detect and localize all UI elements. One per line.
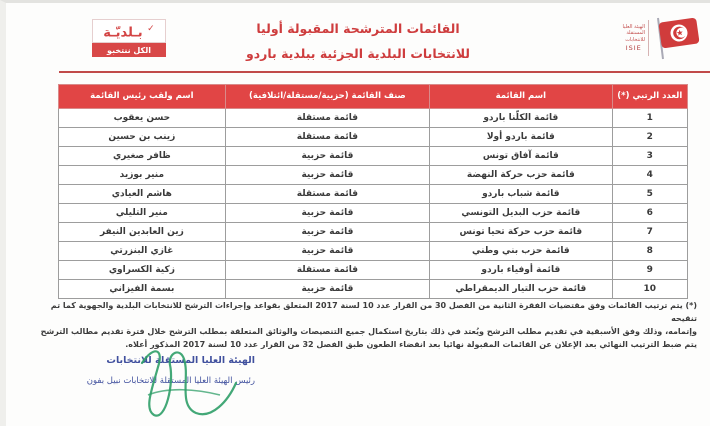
cell-list-name: قائمة أوفياء باردو (430, 261, 612, 280)
cell-list-name: قائمة الكلّنا باردو (430, 109, 612, 128)
cell-list-head: منير بوزيد (59, 166, 226, 185)
cell-list-head: زكية الكسراوي (59, 261, 226, 280)
cell-list-type: قائمة حزبية (225, 166, 429, 185)
municipal-elections-logo (92, 19, 166, 57)
table-row (59, 261, 688, 280)
isie-logo (619, 15, 700, 61)
footnote-line-1: (*) يتم ترتيب القائمات وفق مقتضيات الفقرة الثانية من الفصل 30 من القرار عدد 10 لسنة 2017 المتعلق بقواعد وإجراءات الترشح للانتخابات البلدية والجهوية كما تم تنقيحه (50, 301, 697, 323)
title-line-2: للانتخابات البلدية الجزئية ببلدية باردو (245, 46, 471, 61)
table-row (59, 242, 688, 261)
cell-rank: 10 (612, 280, 687, 299)
cell-rank: 6 (612, 204, 687, 223)
cell-list-type: قائمة مستقلة (225, 261, 429, 280)
header-rank: العدد الرتبي (*) (612, 85, 687, 109)
logo-top-label: بـلديّـة (103, 25, 143, 41)
isie-latin-label: ISIE (625, 44, 642, 53)
cell-rank: 1 (612, 109, 687, 128)
cell-list-type: قائمة مستقلة (225, 128, 429, 147)
cell-list-head: غازي البنزرتي (59, 242, 226, 261)
cell-list-type: قائمة مستقلة (225, 185, 429, 204)
cell-rank: 4 (612, 166, 687, 185)
cell-list-type: قائمة حزبية (225, 204, 429, 223)
cell-list-type: قائمة حزبية (225, 223, 429, 242)
table-row (59, 147, 688, 166)
cell-list-head: بسمة الفيزاني (59, 280, 226, 299)
cell-list-head: منير التليلي (59, 204, 226, 223)
cell-list-name: قائمة حزب بني وطني (430, 242, 612, 261)
cell-list-name: قائمة حزب حركة النهضة (430, 166, 612, 185)
header-list-type: صنف القائمة (حزبية/مستقلة/ائتلافية) (225, 85, 429, 109)
table-row (59, 166, 688, 185)
footnote (24, 299, 697, 351)
cell-list-name: قائمة آفاق تونس (430, 147, 612, 166)
cell-list-type: قائمة مستقلة (225, 109, 429, 128)
header-separator-line (59, 71, 710, 73)
signature-block (20, 355, 255, 386)
cell-list-head: ظافر صغيري (59, 147, 226, 166)
tunisia-flag-icon (652, 15, 700, 61)
isie-org-line: للانتخابات (625, 36, 645, 43)
cell-list-head: حسن يعقوب (59, 109, 226, 128)
table-row (59, 223, 688, 242)
candidate-lists-table (58, 84, 688, 299)
signature-org-line: الهيئة العليا المستقلة للانتخابات (106, 355, 255, 366)
table-row (59, 109, 688, 128)
table-row (59, 204, 688, 223)
document-title (176, 21, 540, 61)
logo-divider (648, 20, 649, 56)
isie-org-line: الهيئة العليا (622, 23, 645, 30)
table-row (59, 128, 688, 147)
logo-slogan: الكل ننتخبو (92, 43, 166, 57)
header-list-name: اسم القائمة (430, 85, 612, 109)
cell-list-name: قائمة باردو أولا (430, 128, 612, 147)
cell-list-type: قائمة حزبية (225, 147, 429, 166)
cell-rank: 8 (612, 242, 687, 261)
checkmark-icon: ✓ (147, 24, 155, 34)
isie-org-text (622, 24, 645, 53)
cell-rank: 9 (612, 261, 687, 280)
cell-rank: 3 (612, 147, 687, 166)
isie-org-line: المستقلة (626, 30, 645, 37)
cell-rank: 7 (612, 223, 687, 242)
header-list-head: اسم ولقب رئيس القائمة (59, 85, 226, 109)
cell-list-type: قائمة حزبية (225, 280, 429, 299)
footnote-line-2: وإتمامه، وذلك وفق الأسبقية في تقديم مطلب الترشح ويُعتد في ذلك بتاريخ استكمال جميع التنصيصات والوثائق المتعلقة بمطلب الترشح خلال فترة تقديم مطالب الترشح (40, 327, 697, 336)
cell-list-name: قائمة حزب التيار الديمقراطي (430, 280, 612, 299)
cell-rank: 5 (612, 185, 687, 204)
logo-baladiya-text (92, 19, 166, 43)
cell-list-head: زين العابدين النيفر (59, 223, 226, 242)
title-line-1: القائمات المترشحة المقبولة أوليا (256, 21, 460, 36)
cell-list-head: هاشم العيادي (59, 185, 226, 204)
cell-list-name: قائمة حزب حركة تحيا تونس (430, 223, 612, 242)
table-header-row (59, 85, 688, 109)
cell-list-name: قائمة شباب باردو (430, 185, 612, 204)
footnote-line-3: يتم ضبط الترتيب النهائي بعد الإعلان عن القائمات المقبولة نهائيا بعد انقضاء الطعون طبق الفصل 32 من القرار عدد 10 لسنة 2017 المذكور أعلاه. (125, 340, 697, 349)
cell-list-type: قائمة حزبية (225, 242, 429, 261)
cell-list-name: قائمة حزب البديل التونسي (430, 204, 612, 223)
cell-list-head: زينب بن حسين (59, 128, 226, 147)
signature-name-line: رئيس الهيئة العليا المستقلة للانتخابات نبيل بفون (86, 376, 255, 386)
table-row (59, 185, 688, 204)
cell-rank: 2 (612, 128, 687, 147)
table-row (59, 280, 688, 299)
